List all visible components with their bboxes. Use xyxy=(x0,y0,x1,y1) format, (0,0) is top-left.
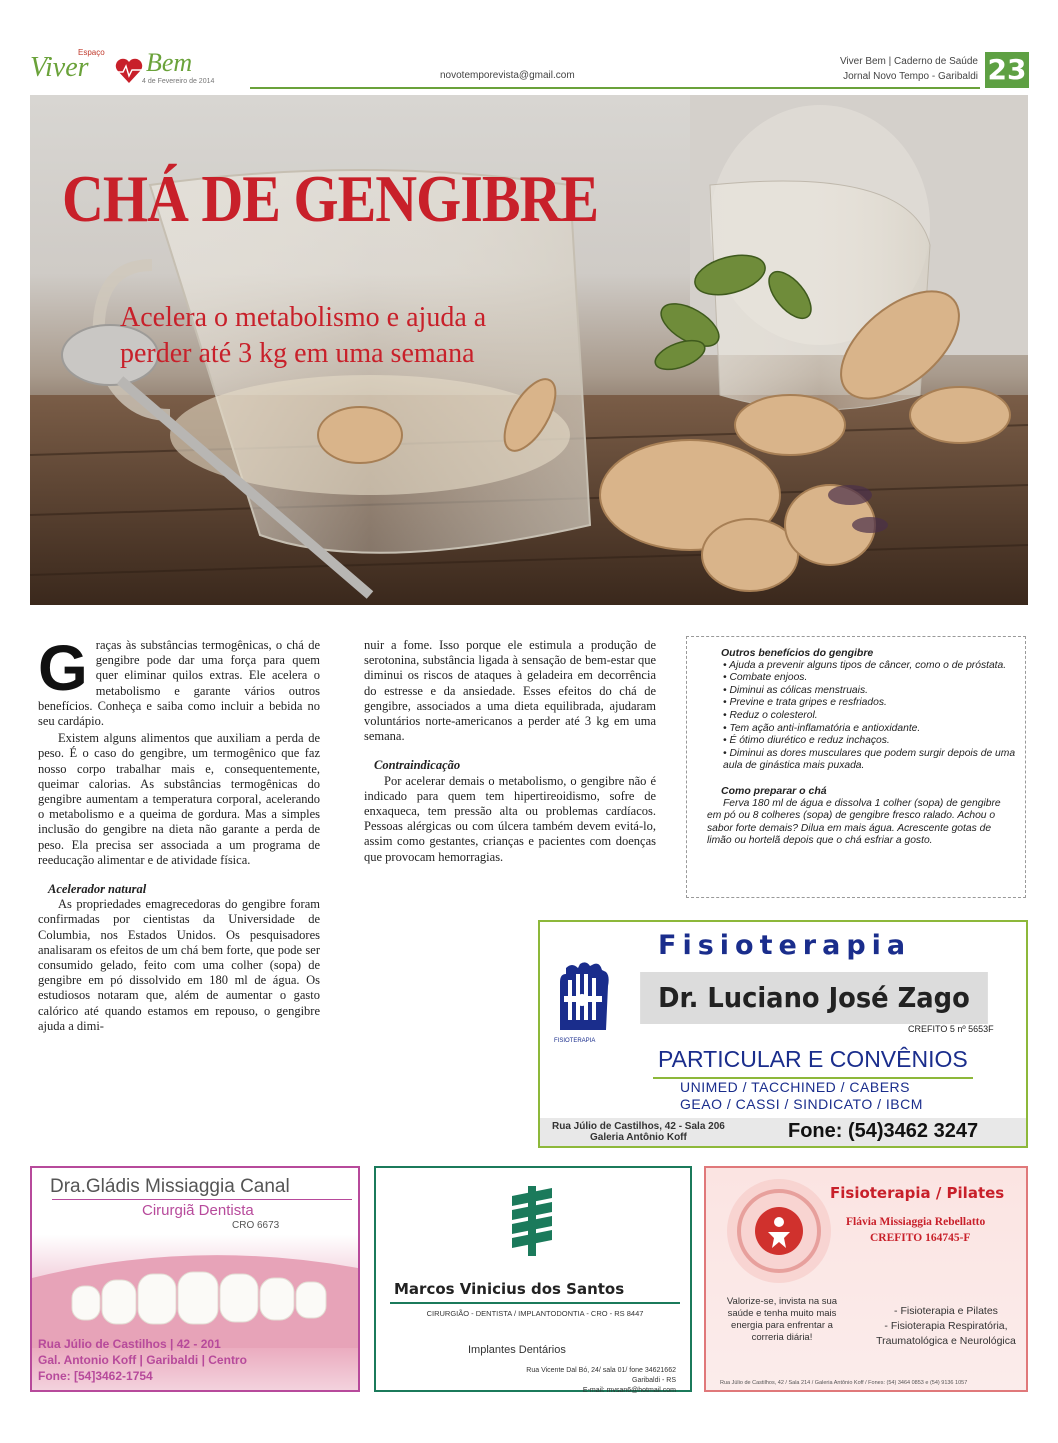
section-line-1: Viver Bem | Caderno de Saúde xyxy=(839,56,978,67)
benefits-list xyxy=(707,660,1017,773)
particular-convenios: PARTICULAR E CONVÊNIOS xyxy=(658,1046,968,1072)
address-line-1: Rua Júlio de Castilhos, 42 - Sala 206 xyxy=(552,1121,725,1132)
divider xyxy=(52,1199,352,1200)
teeth-illustration xyxy=(32,1238,358,1348)
ad-title: Fisioterapia / Pilates xyxy=(830,1184,1005,1202)
ad-dentist-marcos[interactable] xyxy=(374,1166,692,1392)
paragraph-3-part2: nuir a fome. Isso porque ele estimula a produção de serotonina, substância ligada à sensação de bem-estar que diminui os riscos de ataques à geladeira em decorrência do estresse e da ansiedade. Esses efeitos do chá de gengibre, associados a uma dieta equilibrada, ajudaram voluntários norte-americanos a perder até 3 kg em uma semana. xyxy=(364,638,656,744)
dentist-name: Marcos Vinicius dos Santos xyxy=(394,1280,625,1298)
email[interactable]: E-mail: mvsan6@hotmail.com xyxy=(582,1387,676,1394)
logo-word-bem: Bem xyxy=(146,48,193,77)
logo-prefix: Espaço xyxy=(78,48,105,57)
specialties: CIRURGIÃO - DENTISTA / IMPLANTODONTIA - CRO - RS 8447 xyxy=(426,1309,644,1318)
list-item: • Combate enjoos. xyxy=(723,672,1017,685)
heart-icon xyxy=(114,58,144,89)
logo-label: FISIOTERAPIA xyxy=(554,1038,596,1044)
list-item: • Tem ação anti-inflamatória e antioxidante. xyxy=(723,723,1017,736)
address-line-1: Rua Júlio de Castilhos | 42 - 201 xyxy=(38,1337,221,1351)
dentist-contact xyxy=(526,1366,676,1396)
address-line-2: Galeria Antônio Koff xyxy=(589,1132,687,1143)
paragraph-intro: raças às substâncias termogênicas, o chá de gengibre pode dar uma força para quem quer eliminar quilos extras. Ele acelera o metabolismo e garante vários outros benefícios. Conheça e saiba como incluir a bebida no seu cardápio. xyxy=(38,638,320,729)
article-subtitle: Acelera o metabolismo e ajuda a perder até 3 kg em uma semana xyxy=(120,302,487,369)
viver-bem-logo xyxy=(30,48,250,98)
drop-cap: G xyxy=(38,632,88,704)
list-item: • Reduz o colesterol. xyxy=(723,710,1017,723)
subhead-acelerador: Acelerador natural xyxy=(48,882,147,897)
footer-contact: Rua Júlio de Castilhos, 42 / Sala 214 / Galeria Antônio Koff / Fones: (54) 3464 0853 e (54) 9136 1057 xyxy=(720,1380,968,1386)
implants-label: Implantes Dentários xyxy=(468,1344,566,1356)
list-item: • Previne e trata gripes e resfriados. xyxy=(723,697,1017,710)
slogan: Valorize-se, invista na sua saúde e tenha muito mais energia para enfrentar a correria diária! xyxy=(726,1296,838,1343)
list-item: • Ajuda a prevenir alguns tipos de câncer, como o de próstata. xyxy=(723,660,1017,673)
dentist-name: Dra.Gládis Missiaggia Canal xyxy=(50,1176,290,1197)
hand-logo-icon xyxy=(554,960,612,1040)
service-1: - Fisioterapia e Pilates xyxy=(894,1305,998,1317)
paragraph-2: Existem alguns alimentos que auxiliam a perda de peso. É o caso do gengibre, um termogênico que faz nosso corpo trabalhar mais e, consequentemente, queimar calorias. As substâncias termogênicas do gengibre aumentam a temperatura corporal, acelerando o metabolismo e a queima de gordura. Mas a simples inclusão do gengibre na dieta não garante a perda de peso. Ela precisa ser associada a um programa de reeducação alimentar e de atividade física. xyxy=(38,731,320,867)
paragraph-4: Por acelerar demais o metabolismo, o gengibre não é indicado para quem tem hipertireoidismo, sofre de enxaqueca, tem pressão alta ou problemas cardíacos. Pessoas alérgicas ou com úlcera também devem evitá-lo, assim como gestantes, crianças e pacientes com doenças que provocam hemorragias. xyxy=(364,773,656,864)
dentist-role: Cirurgiã Dentista xyxy=(142,1202,254,1219)
therapist-name: Flávia Missiaggia Rebellatto xyxy=(846,1216,986,1228)
ad-fisioterapia[interactable] xyxy=(538,920,1028,1148)
divider xyxy=(390,1302,680,1304)
logo-word-viver: Viver xyxy=(30,52,89,83)
ad-fisioterapia-pilates[interactable] xyxy=(704,1166,1028,1392)
caduceus-logo-icon xyxy=(508,1186,556,1261)
cro-number: CRO 6673 xyxy=(232,1220,280,1231)
pilates-logo-icon xyxy=(724,1176,834,1291)
phone: Fone: (54)3462 3247 xyxy=(788,1120,979,1142)
convenios-line-2: GEAO / CASSI / SINDICATO / IBCM xyxy=(680,1096,923,1112)
header-section xyxy=(840,54,978,84)
section-line-2: Jornal Novo Tempo - Garibaldi xyxy=(843,71,978,82)
services xyxy=(866,1304,1026,1349)
service-2: - Fisioterapia Respiratória, Traumatológica e Neurológica xyxy=(876,1320,1016,1347)
address-line-2: Gal. Antonio Koff | Garibaldi | Centro xyxy=(38,1353,247,1367)
paragraph-3-part1: As propriedades emagrecedoras do gengibre foram confirmadas por cientistas da Universidade de Columbia, nos Estados Unidos. Os pesquisadores analisaram os efeitos de um chá bem forte, que pode ser consumido gelado, feito com uma colher (sopa) de gengibre em pó dissolvido em 180 ml de água. Os estudiosos notaram que, além de aumentar o gasto calórico até quando estamos em repouso, o gengibre ajuda a dimi- xyxy=(38,897,320,1033)
phone: Fone: [54]3462-1754 xyxy=(38,1369,153,1383)
dentist-contact xyxy=(38,1336,247,1384)
doctor-name: Dr. Luciano José Zago xyxy=(640,972,988,1024)
article-column-1 xyxy=(38,632,320,1034)
prep-heading: Como preparar o chá xyxy=(721,784,827,797)
address xyxy=(552,1121,725,1143)
ad-title: Fisioterapia xyxy=(658,930,912,961)
header-email[interactable]: novotemporevista@gmail.com xyxy=(440,70,575,81)
list-item: • É ótimo diurético e reduz inchaços. xyxy=(723,735,1017,748)
benefits-box xyxy=(686,636,1026,898)
logo-date: 4 de Fevereiro de 2014 xyxy=(142,78,215,85)
article-title: CHÁ DE GENGIBRE xyxy=(62,161,599,236)
benefits-heading: Outros benefícios do gengibre xyxy=(721,647,874,659)
crefito: CREFITO 164745-F xyxy=(870,1232,971,1244)
address-line-2: Garibaldi - RS xyxy=(632,1377,676,1384)
subhead-contraindicacao: Contraindicação xyxy=(374,758,461,773)
header-divider xyxy=(250,87,980,89)
article-column-2 xyxy=(364,638,656,865)
list-item: • Diminui as dores musculares que podem surgir depois de uma aula de ginástica mais puxada. xyxy=(723,748,1017,773)
list-item: • Diminui as cólicas menstruais. xyxy=(723,685,1017,698)
crefito: CREFITO 5 nº 5653F xyxy=(908,1024,994,1034)
address-line-1: Rua Vicente Dal Bó, 24/ sala 01/ fone 34621662 xyxy=(526,1367,676,1374)
page-number: 23 xyxy=(985,52,1029,88)
prep-text: Ferva 180 ml de água e dissolva 1 colher (sopa) de gengibre em pó ou 8 colheres (sopa) de gengibre fresco ralado. Achou o sabor forte demais? Dilua em mais água. Acrescente gotas de limão ou hortelã depois que o chá esfriar a gosto. xyxy=(707,797,1001,847)
ad-dentist-gladis[interactable] xyxy=(30,1166,360,1392)
convenios-line-1: UNIMED / TACCHINED / CABERS xyxy=(680,1079,911,1095)
